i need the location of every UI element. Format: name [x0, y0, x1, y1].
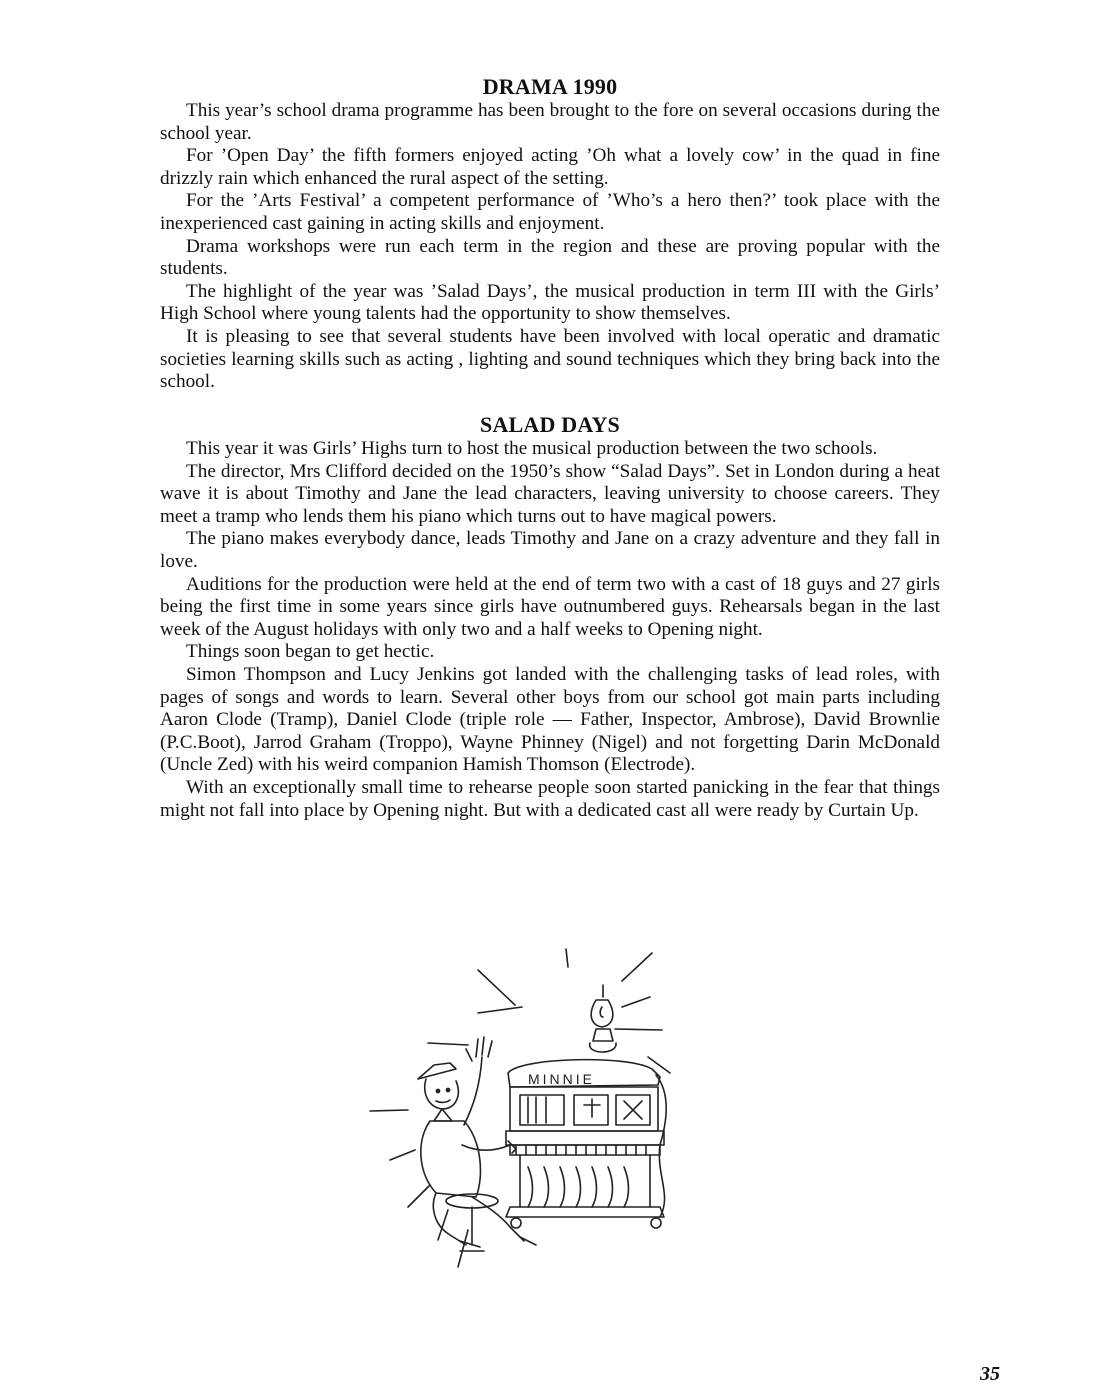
section-heading: SALAD DAYS [480, 412, 620, 437]
piano-sketch-illustration [360, 945, 690, 1275]
paragraph: Drama workshops were run each term in the region and these are proving popular with the students. [160, 235, 940, 280]
paragraph: This year it was Girls’ Highs turn to host the musical production between the two schools. [186, 438, 878, 459]
oil-lamp [590, 985, 616, 1052]
paragraph: Auditions for the production were held at the end of term two with a cast of 18 guys and 27 girls being the first time in some years since girls have outnumbered guys. Rehearsals began in the last week of the August holidays with only two and a half weeks to Opening night. [160, 573, 940, 640]
paragraph: It is pleasing to see that several students have been involved with local operatic and dramatic societies learning skills such as acting , lighting and sound techniques which they bring back into the school. [160, 325, 940, 393]
paragraph: This year’s school drama programme has been brought to the fore on several occasions during the school year. [160, 100, 940, 144]
section-heading: DRAMA 1990 [482, 74, 618, 99]
paragraph: The director, Mrs Clifford decided on the 1950’s show “Salad Days”. Set in London during a heat wave it is about Timothy and Jane the lead characters, leaving university to choose careers. They meet a tramp who lends them his piano which turns out to have magical powers. [160, 460, 940, 527]
paragraph: The piano makes everybody dance, leads Timothy and Jane on a crazy adventure and they fall in love. [160, 528, 940, 572]
paragraph: With an exceptionally small time to rehearse people soon started panicking in the fear that things might not fall into place by Opening night. But with a dedicated cast all were ready by Curtain Up. [160, 776, 940, 821]
paragraph: For the ’Arts Festival’ a competent performance of ’Who’s a hero then?’ took place with the inexperienced cast gaining in acting skills and enjoyment. [160, 190, 940, 234]
paragraph: For ’Open Day’ the fifth formers enjoyed acting ’Oh what a lovely cow’ in the quad in fine drizzly rain which enhanced the rural aspect of the setting. [160, 145, 940, 189]
section-drama-1990 [160, 74, 940, 394]
piano-sign: MINNIE [528, 1071, 595, 1087]
paragraph: The highlight of the year was ’Salad Days’, the musical production in term III with the Girls’ High School where young talents had the opportunity to show themselves. [160, 280, 940, 325]
page-number: 35 [980, 1363, 1000, 1385]
section-salad-days [160, 412, 940, 822]
paragraph: Things soon began to get hectic. [186, 641, 435, 663]
paragraph: Simon Thompson and Lucy Jenkins got landed with the challenging tasks of lead roles, with pages of songs and words to learn. Several other boys from our school got main parts including Aaron Clode (Tramp), Daniel Clode (triple role — Father, Inspector, Ambrose), David Brownlie (P.C.Boot), Jarrod Graham (Troppo), Wayne Phinney (Nigel) and not forgetting Darin McDonald (Uncle Zed) with his weird companion Hamish Thomson (Electrode). [160, 663, 940, 776]
